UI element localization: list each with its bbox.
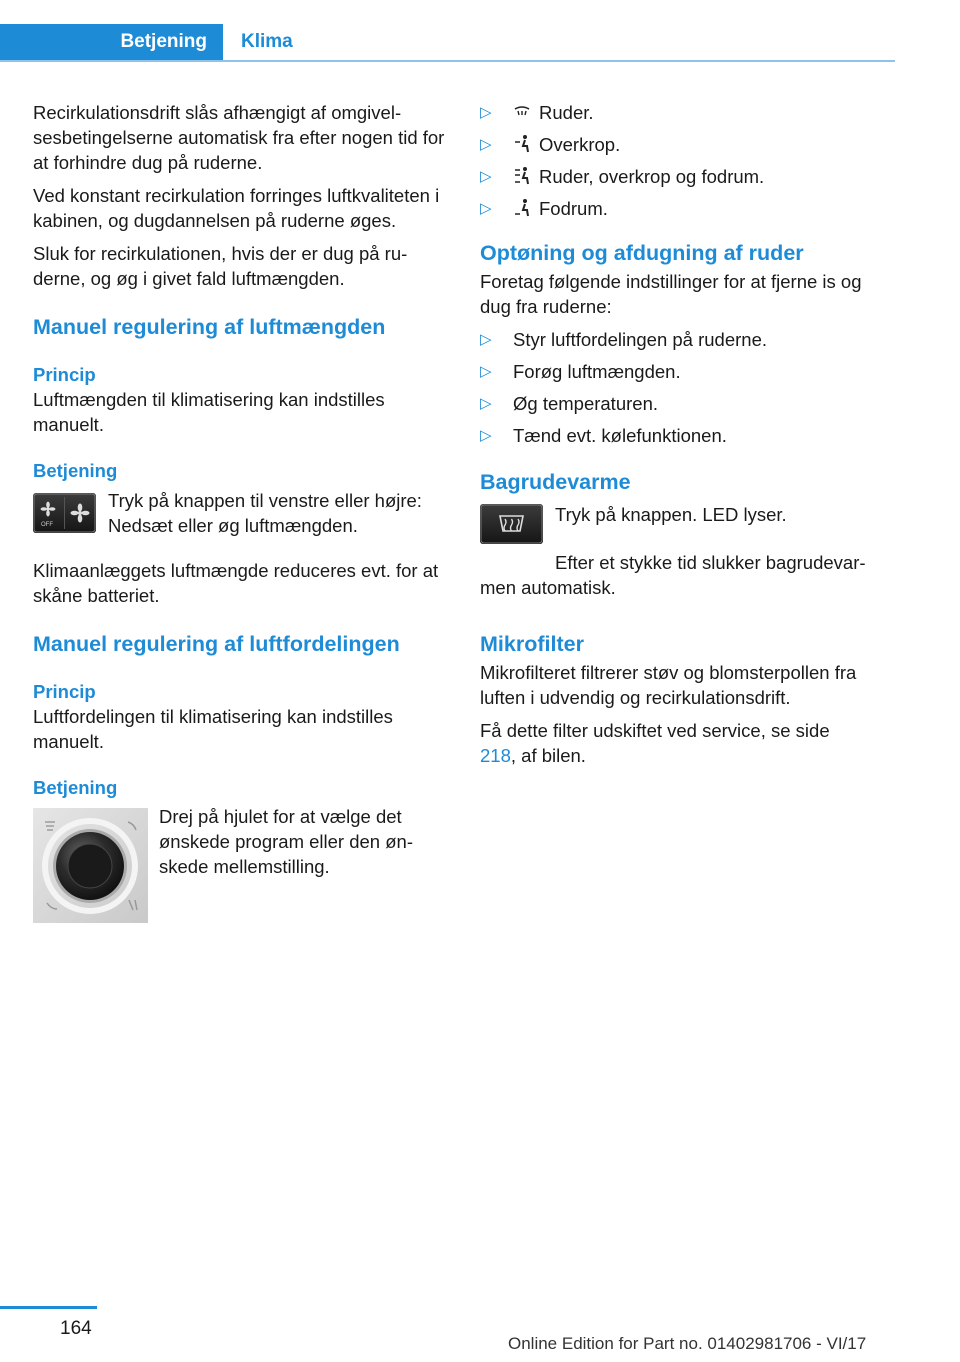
princip-text-2: Luftfordelingen til klimatisering kan indstilles manuelt. (33, 706, 393, 752)
footwell-air-icon (513, 198, 531, 218)
list-item (480, 132, 895, 157)
bullet-triangle-icon: ▷ (480, 363, 492, 380)
tab-klima[interactable]: Klima (241, 31, 293, 52)
betjening-text-2: Drej på hjulet for at vælge det ønskede program eller den ønskede mellemstilling. (159, 806, 413, 877)
battery-note: Klimaanlæggets luftmængde reduceres evt. for at skåne batteriet. (33, 560, 439, 606)
section-title-defrost: Optøning og afdugning af ruder (480, 241, 804, 265)
subheading-betjening-1: Betjening (33, 460, 118, 481)
page-header (0, 24, 895, 62)
intro-paragraph-2: Ved konstant recirkulation forringes luftkvaliteten i kabinen, og dugdannelsen på ruderne øges. (33, 185, 440, 231)
microfilter-text-2-pre: Få dette filter udskiftet ved service, se side (480, 720, 830, 741)
header-divider (0, 60, 895, 62)
princip-text-1: Luftmængden til klimatisering kan indstilles manuelt. (33, 389, 385, 435)
intro-paragraph-3: Sluk for recirkulationen, hvis der er dug på ruderne, og øg i givet fald luftmængden. (33, 243, 408, 289)
tab-betjening[interactable] (0, 24, 223, 60)
all-zones-air-icon (513, 166, 531, 186)
defrost-steps-list (480, 327, 895, 448)
mode-label: Fodrum. (539, 198, 608, 219)
edition-text: Online Edition for Part no. 01402981706 - VI/17 (508, 1334, 867, 1353)
upper-body-air-icon (513, 134, 531, 154)
microfilter-text-1: Mikrofilteret filtrerer støv og blomsterpollen fra luften i udvendig og recirkulationsdrift. (480, 662, 857, 708)
rear-defrost-line2: Efter et stykke tid slukker bagrudevarmen automatisk. (480, 552, 866, 598)
mode-list (480, 100, 895, 221)
dial-figure (33, 804, 448, 923)
list-item (480, 423, 895, 448)
list-item (480, 359, 895, 384)
section-title-microfilter: Mikrofilter (480, 632, 584, 656)
betjening-text-1b: Nedsæt eller øg luftmængden. (108, 515, 358, 536)
rear-defrost-line1: Tryk på knappen. LED lyser. (555, 504, 787, 525)
microfilter-text-2 (480, 718, 840, 768)
list-item (480, 164, 895, 189)
right-column (480, 100, 895, 768)
betjening-text-1a: Tryk på knappen til venstre eller højre: (108, 490, 422, 511)
bullet-triangle-icon: ▷ (480, 136, 492, 153)
section-title-air-distribution: Manuel regulering af luftfordelingen (33, 632, 400, 656)
bullet-triangle-icon: ▷ (480, 168, 492, 185)
subheading-princip-2: Princip (33, 681, 96, 702)
fan-button-icon (33, 493, 96, 533)
tab-betjening-label: Betjening (120, 31, 207, 52)
step-text: Forøg luftmængden. (513, 361, 681, 382)
section-title-rear-defrost: Bagrudevarme (480, 470, 631, 494)
fan-button-figure (33, 488, 448, 538)
left-column (33, 100, 448, 923)
fan-button-off-label: OFF (41, 522, 53, 528)
mode-label: Ruder, overkrop og fodrum. (539, 166, 765, 187)
rear-defrost-figure (480, 502, 895, 544)
step-text: Øg temperaturen. (513, 393, 658, 414)
section-title-air-volume: Manuel regulering af luftmængden (33, 315, 386, 339)
bullet-triangle-icon: ▷ (480, 104, 492, 121)
list-item (480, 391, 895, 416)
step-text: Tænd evt. kølefunktionen. (513, 425, 727, 446)
rear-window-defrost-icon (480, 504, 543, 544)
bullet-triangle-icon: ▷ (480, 395, 492, 412)
bullet-triangle-icon: ▷ (480, 427, 492, 444)
subheading-betjening-2: Betjening (33, 777, 118, 798)
windshield-air-icon (513, 102, 531, 122)
air-distribution-dial-icon (33, 808, 148, 923)
intro-paragraph-1: Recirkulationsdrift slås afhængigt af omgivelsesbetingelserne automatisk fra efter nogen tid for at forhindre dug på ruderne. (33, 102, 445, 173)
step-text: Styr luftfordelingen på ruderne. (513, 329, 768, 350)
list-item (480, 100, 895, 125)
page-number: 164 (60, 1318, 92, 1339)
mode-label: Overkrop. (539, 134, 621, 155)
bullet-triangle-icon: ▷ (480, 200, 492, 217)
bullet-triangle-icon: ▷ (480, 331, 492, 348)
mode-label: Ruder. (539, 102, 594, 123)
subheading-princip-1: Princip (33, 364, 96, 385)
list-item (480, 196, 895, 221)
footer-divider (0, 1306, 97, 1309)
defrost-intro: Foretag følgende indstillinger for at fjerne is og dug fra ruderne: (480, 271, 862, 317)
microfilter-text-2-post: , af bilen. (510, 745, 586, 766)
page-reference-link[interactable]: 218 (480, 745, 511, 766)
list-item (480, 327, 895, 352)
